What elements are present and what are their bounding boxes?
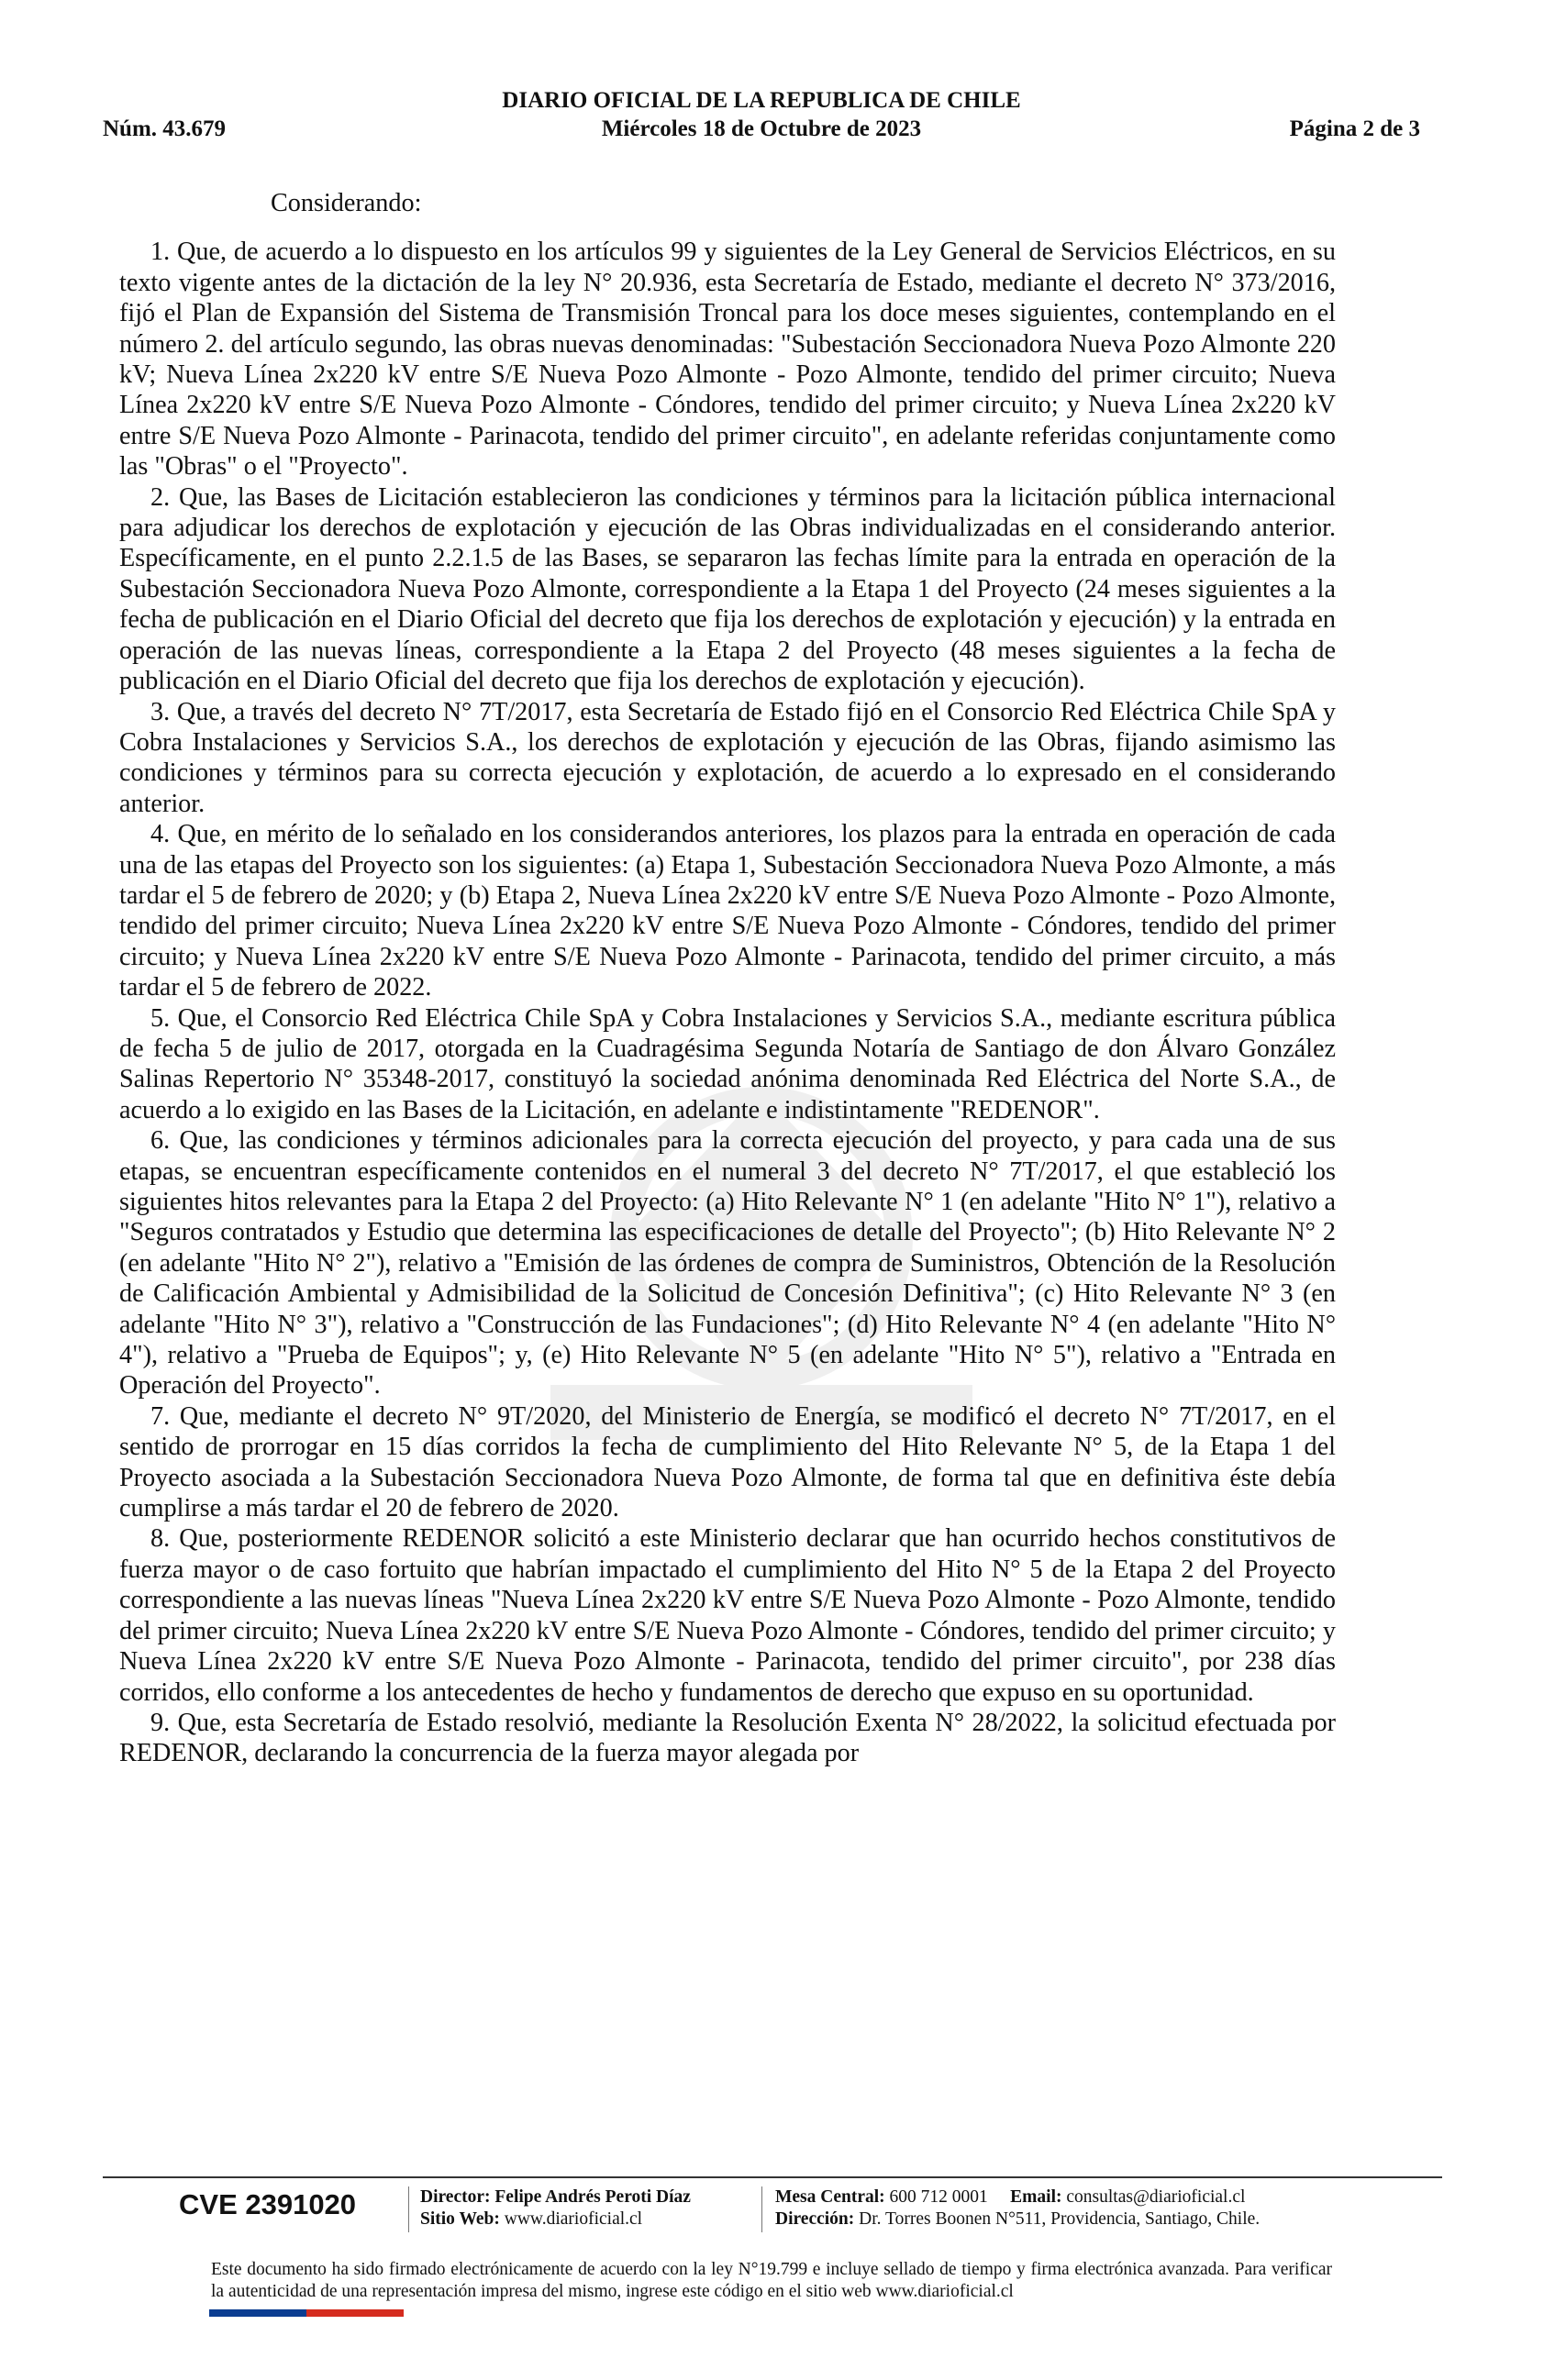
director-name: Felipe Andrés Peroti Díaz: [494, 2187, 691, 2207]
footer-contact-block: [775, 2186, 1260, 2231]
mesa-label: Mesa Central:: [775, 2187, 885, 2207]
page-indicator: Página 2 de 3: [1289, 116, 1420, 141]
mesa-phone: 600 712 0001: [889, 2187, 988, 2207]
email-link[interactable]: consultas@diarioficial.cl: [1066, 2187, 1246, 2207]
considerando-heading: Considerando:: [271, 189, 422, 217]
issue-number: Núm. 43.679: [103, 116, 227, 141]
paragraph-2: 2. Que, las Bases de Licitación establecieron las condiciones y términos para la licitación pública internacional para adjudicar los derechos de explotación y ejecución de las Obras individualizadas en el considerando anterior. Específicamente, en el punto 2.2.1.5 de las Bases, se separaron las fechas límite para la entrada en operación de la Subestación Seccionadora Nueva Pozo Almonte, correspondiente a la Etapa 1 del Proyecto (24 meses siguientes a la fecha de publicación en el Diario Oficial del decreto que fija los derechos de explotación y ejecución) y la entrada en operación de las nuevas líneas, correspondiente a la Etapa 2 del Proyecto (48 meses siguientes a la fecha de publicación en el Diario Oficial del decreto que fija los derechos de explotación y ejecución).: [119, 482, 1336, 696]
paragraph-1: 1. Que, de acuerdo a lo dispuesto en los artículos 99 y siguientes de la Ley General de Servicios Eléctricos, en su texto vigente antes de la dictación de la ley N° 20.936, esta Secretaría de Estado, mediante el decreto N° 373/2016, fijó el Plan de Expansión del Sistema de Transmisión Troncal para los doce meses siguientes, contemplando en el número 2. del artículo segundo, las obras nuevas denominadas: "Subestación Seccionadora Nueva Pozo Almonte 220 kV; Nueva Línea 2x220 kV entre S/E Nueva Pozo Almonte - Pozo Almonte, tendido del primer circuito; Nueva Línea 2x220 kV entre S/E Nueva Pozo Almonte - Cóndores, tendido del primer circuito; y Nueva Línea 2x220 kV entre S/E Nueva Pozo Almonte - Parinacota, tendido del primer circuito", en adelante referidas conjuntamente como las "Obras" o el "Proyecto".: [119, 238, 1336, 482]
paragraph-5: 5. Que, el Consorcio Red Eléctrica Chile SpA y Cobra Instalaciones y Servicios S.A., mediante escritura pública de fecha 5 de julio de 2017, otorgada en la Cuadragésima Segunda Notaría de Santiago de don Álvaro González Salinas Repertorio N° 35348-2017, constituyó la sociedad anónima denominada Red Eléctrica del Norte S.A., de acuerdo a lo exigido en las Bases de la Licitación, en adelante e indistintamente "REDENOR".: [119, 1003, 1336, 1124]
paragraph-6: 6. Que, las condiciones y términos adicionales para la correcta ejecución del proyecto, y para cada una de sus etapas, se encuentran específicamente contenidos en el numeral 3 del decreto N° 7T/2017, el que estableció los siguientes hitos relevantes para la Etapa 2 del Proyecto: (a) Hito Relevante N° 1 (en adelante "Hito N° 1"), relativo a "Seguros contratados y Estudio que determina las especificaciones de detalle del Proyecto"; (b) Hito Relevante N° 2 (en adelante "Hito N° 2"), relativo a "Emisión de las órdenes de compra de Suministros, Obtención de la Resolución de Calificación Ambiental y Admisibilidad de la Solicitud de Concesión Definitiva"; (c) Hito Relevante N° 3 (en adelante "Hito N° 3"), relativo a "Construcción de las Fundaciones"; (d) Hito Relevante N° 4 (en adelante "Hito N° 4"), relativo a "Prueba de Equipos"; y, (e) Hito Relevante N° 5 (en adelante "Hito N° 5"), relativo a "Entrada en Operación del Proyecto".: [119, 1126, 1336, 1400]
paragraph-4: 4. Que, en mérito de lo señalado en los considerandos anteriores, los plazos para la entrada en operación de cada una de las etapas del Proyecto son los siguientes: (a) Etapa 1, Subestación Seccionadora Nueva Pozo Almonte, a más tardar el 5 de febrero de 2020; y (b) Etapa 2, Nueva Línea 2x220 kV entre S/E Nueva Pozo Almonte - Pozo Almonte, tendido del primer circuito; Nueva Línea 2x220 kV entre S/E Nueva Pozo Almonte - Cóndores, tendido del primer circuito; y Nueva Línea 2x220 kV entre S/E Nueva Pozo Almonte - Parinacota, tendido del primer circuito, a más tardar el 5 de febrero de 2022.: [119, 820, 1336, 1002]
flag-bar-blue: [209, 2309, 306, 2317]
flag-bar-red: [306, 2309, 404, 2317]
footer-director-block: [420, 2186, 691, 2231]
email-label: Email:: [1010, 2187, 1062, 2207]
paragraph-3: 3. Que, a través del decreto N° 7T/2017, esta Secretaría de Estado fijó en el Consorcio Red Eléctrica Chile SpA y Cobra Instalaciones y Servicios S.A., los derechos de explotación y ejecución de las Obras, fijando asimismo las condiciones y términos para su correcta ejecución y explotación, de acuerdo a lo expresado en el considerando anterior.: [119, 697, 1336, 818]
issue-date: Miércoles 18 de Octubre de 2023: [601, 116, 922, 141]
footer-separator: [761, 2186, 762, 2232]
signature-note: Este documento ha sido firmado electrónicamente de acuerdo con la ley N°19.799 e incluye sellado de tiempo y firma electrónica avanzada. Para verificar la autenticidad de una representación impresa del mismo, ingrese este código en el sitio web www.diarioficial.cl: [211, 2260, 1332, 2301]
footer-separator: [408, 2186, 409, 2232]
website-label: Sitio Web:: [420, 2209, 500, 2229]
paragraph-8: 8. Que, posteriormente REDENOR solicitó a este Ministerio declarar que han ocurrido hechos constitutivos de fuerza mayor o de caso fortuito que habrían impactado el cumplimiento del Hito N° 5 de la Etapa 2 del Proyecto correspondiente a las nuevas líneas "Nueva Línea 2x220 kV entre S/E Nueva Pozo Almonte - Pozo Almonte, tendido del primer circuito; Nueva Línea 2x220 kV entre S/E Nueva Pozo Almonte - Cóndores, tendido del primer circuito; y Nueva Línea 2x220 kV entre S/E Nueva Pozo Almonte - Parinacota, tendido del primer circuito", por 238 días corridos, ello conforme a los antecedentes de hecho y fundamentos de derecho que expuso en su oportunidad.: [119, 1524, 1336, 1707]
footer-divider: [103, 2176, 1442, 2178]
document-body: [119, 188, 1336, 1769]
address-label: Dirección:: [775, 2209, 855, 2229]
page-header: [103, 88, 1420, 152]
paragraph-9: 9. Que, esta Secretaría de Estado resolvió, mediante la Resolución Exenta N° 28/2022, la solicitud efectuada por REDENOR, declarando la concurrencia de la fuerza mayor alegada por: [119, 1708, 1336, 1768]
newspaper-title: DIARIO OFICIAL DE LA REPUBLICA DE CHILE: [502, 88, 1021, 113]
address-text: Dr. Torres Boonen N°511, Providencia, Santiago, Chile.: [859, 2209, 1261, 2229]
cve-code: CVE 2391020: [179, 2188, 357, 2220]
website-link[interactable]: www.diarioficial.cl: [504, 2209, 643, 2229]
director-label: Director:: [420, 2187, 491, 2207]
paragraph-7: 7. Que, mediante el decreto N° 9T/2020, del Ministerio de Energía, se modificó el decreto N° 7T/2017, en el sentido de prorrogar en 15 días corridos la fecha de cumplimiento del Hito Relevante N° 5, de la Etapa 1 del Proyecto asociada a la Subestación Seccionadora Nueva Pozo Almonte, de forma tal que en definitiva éste debía cumplirse a más tardar el 20 de febrero de 2020.: [119, 1401, 1336, 1523]
